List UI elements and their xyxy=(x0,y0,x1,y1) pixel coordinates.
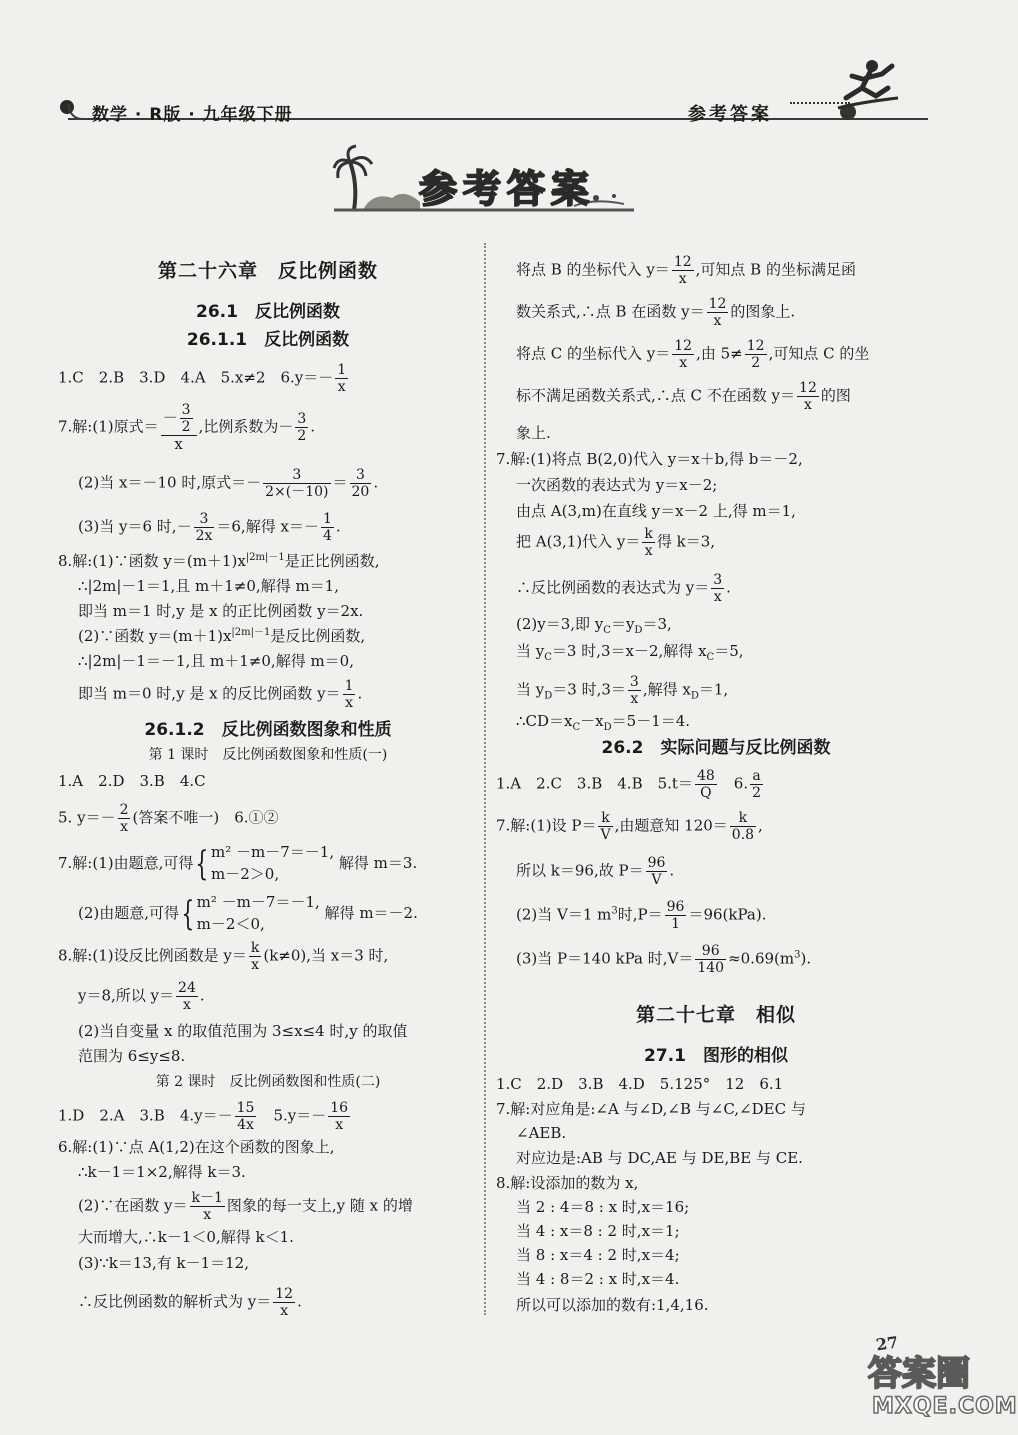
answer-line: (2)∵函数 $y=(m+1)x^{|2m|-1}$是反比例函数, xyxy=(78,627,366,645)
lesson-1-title: 第 1 课时 反比例函数图象和性质(一) xyxy=(148,747,388,763)
answer-line: (2)当自变量 x 的取值范围为 3≤x≤4 时,y 的取值 xyxy=(78,1022,408,1040)
answer-line: (3)当 y＝6 时,－ $\frac{3}{2x}$ ＝6,解得 x＝－ $\frac{1}{4}$ . xyxy=(78,511,341,545)
skater-icon xyxy=(832,58,902,118)
answer-line: ∴反比例函数的解析式为 y＝ $\frac{12}{x}$ . xyxy=(78,1286,302,1320)
answer-line: 7.解:(1)将点 B(2,0)代入 y＝x＋b,得 b＝－2, xyxy=(496,450,803,468)
answer-line: 将点 C 的坐标代入 y＝ $\frac{12}{x}$ ,由 5≠ $\frac{12}{2}$ ,可知点 C 的坐 xyxy=(516,338,870,372)
header-section-title: 参考答案 xyxy=(688,104,772,125)
answer-line: 大而增大,∴k－1＜0,解得 k＜1. xyxy=(78,1228,294,1246)
section-26-2-title: 26.2 实际问题与反比例函数 xyxy=(601,738,831,758)
answer-line: 当 2 : 4＝8 : x 时,x＝16; xyxy=(516,1198,690,1216)
answer-line: (3)∵k＝13,有 k－1＝12, xyxy=(78,1254,249,1272)
answer-line: 5. y＝－ $\frac{2}{x}$ (答案不唯一) 6.①② xyxy=(58,802,279,836)
answer-line: y＝8,所以 y＝ $\frac{24}{x}$ . xyxy=(78,980,205,1014)
answer-line: 所以 k＝96,故 P＝ $\frac{96}{V}$ . xyxy=(516,855,675,889)
watermark-url: MXQE.COM xyxy=(872,1394,1018,1419)
answer-line: 对应边是:AB 与 DC,AE 与 DE,BE 与 CE. xyxy=(516,1149,803,1167)
column-divider xyxy=(484,243,486,1315)
chapter-26-title: 第二十六章 反比例函数 xyxy=(157,260,378,282)
answer-line: 8.解:(1)设反比例函数是 y＝ $\frac{k}{x}$ (k≠0),当 x＝3 时, xyxy=(58,940,389,974)
answer-line: (2)∵在函数 y＝ $\frac{k-1}{x}$ 图象的每一支上,y 随 x 的增 xyxy=(78,1190,413,1224)
answer-line: 8.解:设添加的数为 x, xyxy=(496,1174,639,1192)
answer-line: 范围为 6≤y≤8. xyxy=(78,1047,186,1065)
answer-line: 即当 m＝1 时,y 是 x 的正比例函数 y＝2x. xyxy=(78,602,364,620)
answer-line: ∴|2m|－1＝－1,且 m＋1≠0,解得 m＝0, xyxy=(78,652,354,670)
lesson-2-title: 第 2 课时 反比例函数图和性质(二) xyxy=(155,1074,381,1090)
header-book-title: 数学 · R版 · 九年级下册 xyxy=(92,105,293,125)
answer-line: (3)当 P＝140 kPa 时,V＝ $\frac{96}{140}$ $\approx 0.69(m^3)$. xyxy=(516,943,812,977)
answer-line: 当 $y_D=3$ 时,3＝ $\frac{3}{x}$ ,解得 $x_D=1$, xyxy=(516,674,729,708)
answer-line: (2)当 V＝1 $m^3$时,P＝ $\frac{96}{1}$ ＝96(kPa). xyxy=(516,899,767,933)
answer-line: 把 A(3,1)代入 y＝ $\frac{k}{x}$ 得 k＝3, xyxy=(516,526,716,560)
answer-line: 将点 B 的坐标代入 y＝ $\frac{12}{x}$ ,可知点 B 的坐标满足函 xyxy=(516,254,856,288)
answer-line: 即当 m＝0 时,y 是 x 的反比例函数 y＝ $\frac{1}{x}$ . xyxy=(78,678,363,712)
answer-line: 7.解:(1)设 P＝ $\frac{k}{V}$ ,由题意知 120＝ $\frac{k}{0.8}$ , xyxy=(496,810,763,844)
chapter-27-title: 第二十七章 相似 xyxy=(635,1004,796,1026)
answer-line: ∴|2m|－1＝1,且 m＋1≠0,解得 m＝1, xyxy=(78,577,339,595)
answer-line: 7.解:(1)由题意,可得{ m² －m－7＝－1, m－2＞0, 解得 m＝3. xyxy=(58,843,418,884)
answer-line: 所以可以添加的数有:1,4,16. xyxy=(516,1296,709,1314)
section-27-1-title: 27.1 图形的相似 xyxy=(644,1046,788,1066)
answer-line: 当 4 : x＝8 : 2 时,x＝1; xyxy=(516,1222,680,1240)
answer-line: 象上. xyxy=(516,424,551,442)
answer-line: 7.解:(1)原式＝ － $\frac{3}{2}$ x ,比例系数为－ $\frac{3}{2}$ . xyxy=(58,402,316,454)
title-banner xyxy=(334,148,634,214)
section-26-1-1-title: 26.1.1 反比例函数 xyxy=(186,330,350,350)
answer-line: ∠AEB. xyxy=(516,1124,567,1142)
answer-line: 6.解:(1)∵点 A(1,2)在这个函数的图象上, xyxy=(58,1138,335,1156)
answer-line: ∴反比例函数的表达式为 y＝ $\frac{3}{x}$ . xyxy=(516,572,731,606)
answer-line: 1.A 2.D 3.B 4.C xyxy=(58,772,206,790)
answer-line: 1.D 2.A 3.B 4.y＝－ $\frac{15}{4x}$ 5.y＝－ $\frac{16}{x}$ xyxy=(58,1100,349,1134)
answer-line: (2)由题意,可得{ m² －m－7＝－1, m－2＜0, 解得 m＝－2. xyxy=(78,893,418,934)
answer-line: 1.C 2.B 3.D 4.A 5.x≠2 6.y＝－ $\frac{1}{x}$ xyxy=(58,362,347,396)
answer-line: 1.A 2.C 3.B 4.B 5.t＝ $\frac{48}{Q}$ 6. $\frac{a}{2}$ xyxy=(496,768,762,802)
banner-title: 参考答案 xyxy=(419,167,596,211)
answer-line: 1.C 2.D 3.B 4.D 5.125° 12 6.1 xyxy=(496,1075,784,1093)
answer-line: 当 $y_C=3$ 时,3＝x－2,解得 $x_C=5$, xyxy=(516,642,744,663)
watermark-text: 答案圈 xyxy=(868,1354,970,1394)
section-26-1-2-title: 26.1.2 反比例函数图象和性质 xyxy=(144,720,392,740)
answer-line: 当 8 : x＝4 : 2 时,x＝4; xyxy=(516,1246,680,1264)
answer-line: (2)当 x＝－10 时,原式＝－ $\frac{3}{2\times(-10)}$ ＝ $\frac{3}{20}$ . xyxy=(78,467,379,501)
answer-line: 8.解:(1)∵函数 $y=(m+1)x^{|2m|-1}$是正比例函数, xyxy=(58,552,380,570)
answer-line: ∴k－1＝1×2,解得 k＝3. xyxy=(78,1163,246,1181)
watermark xyxy=(868,1346,1018,1428)
answer-line: $\therefore CD=x_C-x_D=5-1=4$. xyxy=(516,712,691,733)
answer-line: 当 4 : 8＝2 : x 时,x＝4. xyxy=(516,1270,680,1288)
answer-line: 一次函数的表达式为 y＝x－2; xyxy=(516,476,718,494)
section-26-1-title: 26.1 反比例函数 xyxy=(196,302,340,322)
answer-line: (2)y＝3,即 $y_C=y_D=3$, xyxy=(516,615,672,636)
answer-line: 由点 A(3,m)在直线 y＝x－2 上,得 m＝1, xyxy=(516,502,796,520)
page-number: 27 xyxy=(874,1332,900,1355)
answer-line: 7.解:对应角是:∠A 与∠D,∠B 与∠C,∠DEC 与 xyxy=(496,1100,806,1118)
answer-line: 标不满足函数关系式,∴点 C 不在函数 y＝ $\frac{12}{x}$ 的图 xyxy=(516,380,851,414)
answer-line: 数关系式,∴点 B 在函数 y＝ $\frac{12}{x}$ 的图象上. xyxy=(516,296,796,330)
